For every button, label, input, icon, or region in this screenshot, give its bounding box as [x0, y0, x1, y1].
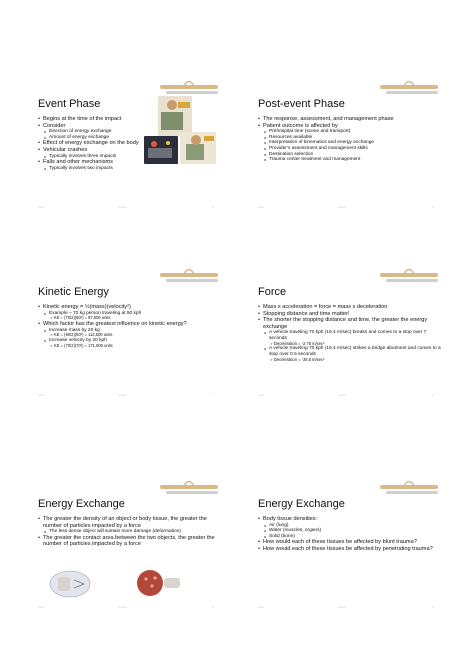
bullet-item: • Effect of energy exchange on the body	[38, 140, 139, 147]
bullet-item: ➢ Deceleration = -38.8 m/sec²	[258, 358, 442, 363]
bullet-list	[258, 116, 394, 163]
bullet-item: • Consider	[38, 123, 139, 130]
bullet-item: o Air (lung)	[258, 523, 433, 529]
bullet-item: • Vehicular crashes	[38, 147, 139, 154]
bullet-list	[38, 516, 222, 548]
car-crash-illustration-icon	[158, 96, 192, 136]
crescent-logo-icon	[402, 474, 416, 484]
logo	[160, 261, 218, 287]
bullet-item: o Water (muscles, organs)	[258, 528, 433, 534]
bullet-item: o Prehospital time (scene and transport)	[258, 129, 394, 135]
slide-footer: ═══ ════ ═	[258, 605, 434, 609]
bullet-item: • The response, assessment, and management phase	[258, 116, 394, 123]
bullet-item: o Amount of energy exchange	[38, 135, 139, 141]
accident-scene-photo-icon	[144, 136, 178, 164]
crescent-logo-icon	[182, 474, 196, 484]
bullet-item: • The greater the density of an object or body tissue, the greater the number of particles impacted by a force	[38, 516, 222, 529]
bullet-list	[38, 116, 139, 171]
slide-force	[250, 258, 442, 402]
bullet-item: • Which factor has the greatest influence on kinetic energy?	[38, 321, 187, 328]
bullet-item: o Typically involves two impacts	[38, 166, 139, 172]
bullet-item: o A vehicle traveling 70 kph (19.4 m/sec) strikes a bridge abutment and comes to a stop over 0.5 seconds	[258, 346, 442, 357]
bullet-item: • Body tissue densities:	[258, 516, 433, 523]
bullet-list	[258, 516, 433, 553]
slide-post-event-phase	[250, 70, 442, 214]
slide-energy-exchange-density	[30, 470, 222, 614]
slide-event-phase	[30, 70, 222, 214]
slide-kinetic-energy	[30, 258, 222, 402]
logo	[380, 473, 438, 499]
slide-title: Energy Exchange	[258, 498, 345, 510]
bullet-item: o Solid (bone)	[258, 534, 433, 540]
bullet-item: o Example – 70 kg person traveling at 50 kph	[38, 311, 187, 317]
bullet-item: o Typically involves three impacts	[38, 154, 139, 160]
bullet-item: o Interpretation of kinematics and energy exchange	[258, 140, 394, 146]
bullet-item: ➢ Deceleration = -2.78 m/sec²	[258, 342, 442, 347]
bullet-item: • Kinetic energy = ½(mass)(velocity²)	[38, 304, 187, 311]
bullet-item: ➢ KE = (70/2)(50²) = 87,500 units	[38, 316, 187, 321]
slide-title: Event Phase	[38, 98, 101, 110]
brick-wall-impact-illustration-icon	[134, 566, 184, 600]
bullet-item: ➢ KE = (90/2)(50²) = 112,500 units	[38, 333, 187, 338]
bullet-item: o Increase mass by 20 kg	[38, 328, 187, 334]
crescent-logo-icon	[182, 262, 196, 272]
bullet-list	[38, 304, 187, 349]
logo	[380, 73, 438, 99]
bullet-item: • Mass x acceleration = force = mass x deceleration	[258, 304, 442, 311]
bullet-item: o Increase velocity by 20 kph	[38, 338, 187, 344]
bullet-item: o Provider’s assessment and management skills	[258, 146, 394, 152]
bullet-item: o A vehicle traveling 70 kph (19.4 m/sec) breaks and comes to a stop over 7 seconds	[258, 330, 442, 341]
logo	[380, 261, 438, 287]
crescent-logo-icon	[402, 262, 416, 272]
bullet-item: ➢ KE = (70/2)(70²) = 171,500 units	[38, 344, 187, 349]
slide-footer: ═══ ════ ═	[258, 205, 434, 209]
slide-title: Force	[258, 286, 287, 298]
bullet-item: • The greater the contact area between the two objects, the greater the number of particles impacted by a force	[38, 535, 222, 548]
bullet-list	[258, 304, 442, 363]
bullet-item: • Falls and other mechanisms	[38, 159, 139, 166]
bullet-item: • Stopping distance and time matter!	[258, 311, 442, 318]
bullet-item: • Patient outcome is affected by	[258, 123, 394, 130]
slide-title: Kinetic Energy	[38, 286, 109, 298]
slide-title: Post-event Phase	[258, 98, 345, 110]
fist-impact-illustration-icon	[44, 568, 94, 600]
occupant-impact-illustration-icon	[180, 132, 216, 164]
logo	[160, 473, 218, 499]
slide-title: Energy Exchange	[38, 498, 125, 510]
slide-energy-exchange-tissue	[250, 470, 442, 614]
crescent-logo-icon	[182, 74, 196, 84]
slide-footer: ═══ ════ ═	[38, 393, 214, 397]
bullet-item: • The shorter the stopping distance and time, the greater the energy exchange	[258, 317, 442, 330]
bullet-item: • How would each of these tissues be affected by blunt trauma?	[258, 539, 433, 546]
bullet-item: o Trauma center treatment and management	[258, 157, 394, 163]
slide-footer: ═══ ════ ═	[38, 605, 214, 609]
slide-footer: ═══ ════ ═	[258, 393, 434, 397]
bullet-item: o Direction of energy exchange	[38, 129, 139, 135]
bullet-item: • How would each of these tissues be affected by penetrating trauma?	[258, 546, 433, 553]
bullet-item: o The less dense object will sustain more damage (deformation)	[38, 529, 222, 535]
slide-footer: ═══ ════ ═	[38, 205, 214, 209]
bullet-item: o Destination selection	[258, 152, 394, 158]
bullet-item: • Begins at the time of the impact	[38, 116, 139, 123]
crescent-logo-icon	[402, 74, 416, 84]
bullet-item: o Resources available	[258, 135, 394, 141]
